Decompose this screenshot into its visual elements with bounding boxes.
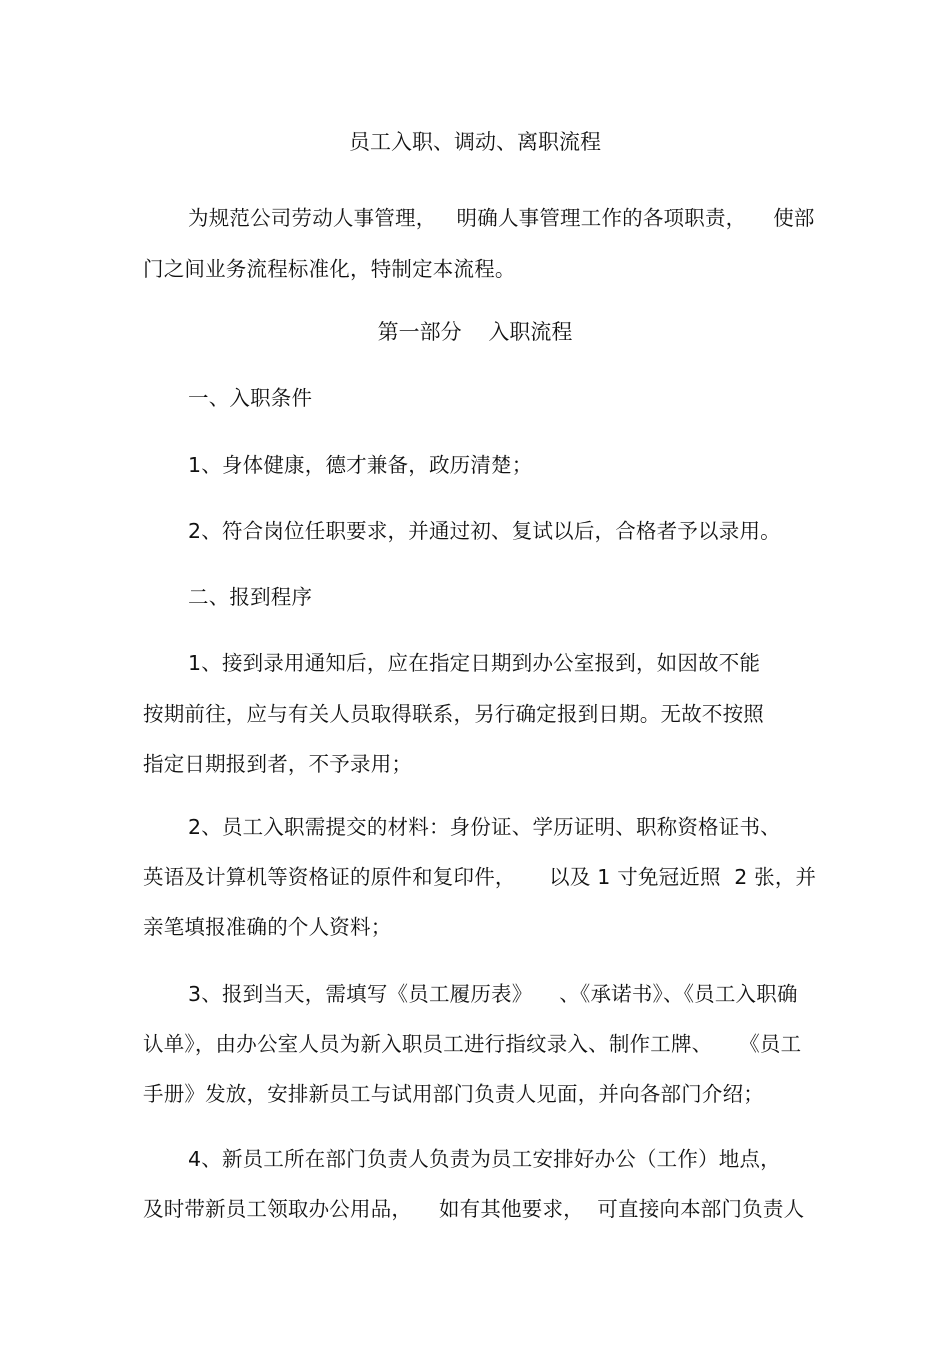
procedure-item-2-line-1: 2、员工入职需提交的材料：身份证、学历证明、职称资格证书、: [188, 815, 781, 839]
procedure-item-1-line-1: 1、接到录用通知后，应在指定日期到办公室报到，如因故不能: [188, 651, 761, 675]
procedure-item-3-line-3: 手册》发放，安排新员工与试用部门负责人见面，并向各部门介绍；: [143, 1082, 764, 1106]
procedure-item-4-line-1: 4、新员工所在部门负责人负责为员工安排好办公（工作）地点，: [188, 1147, 781, 1171]
procedure-item-1-line-2: 按期前往，应与有关人员取得联系，另行确定报到日期。无故不按照: [143, 702, 764, 726]
part-title: 第一部分 入职流程: [377, 320, 573, 344]
procedure-item-4-line-2: 及时带新员工领取办公用品， 如有其他要求， 可直接向本部门负责人: [143, 1197, 805, 1221]
procedure-item-2-line-3: 亲笔填报准确的个人资料；: [143, 915, 392, 939]
section-heading-report-procedure: 二、报到程序: [188, 585, 313, 609]
intro-line-1: 为规范公司劳动人事管理， 明确人事管理工作的各项职责， 使部: [188, 206, 815, 230]
document-title: 员工入职、调动、离职流程: [349, 130, 601, 154]
intro-line-2: 门之间业务流程标准化，特制定本流程。: [143, 257, 516, 281]
section-heading-entry-conditions: 一、入职条件: [188, 386, 313, 410]
procedure-item-3-line-1: 3、报到当天，需填写《员工履历表》 、《承诺书》、《员工入职确: [188, 982, 798, 1006]
procedure-item-1-line-3: 指定日期报到者，不予录用；: [143, 752, 413, 776]
procedure-item-3-line-2: 认单》，由办公室人员为新入职员工进行指纹录入、制作工牌、 《员工: [143, 1032, 802, 1056]
condition-item-1: 1、身体健康，德才兼备，政历清楚；: [188, 453, 533, 477]
procedure-item-2-line-2: 英语及计算机等资格证的原件和复印件， 以及 1 寸免冠近照 2 张，并: [143, 865, 817, 889]
condition-item-2: 2、符合岗位任职要求，并通过初、复试以后，合格者予以录用。: [188, 519, 781, 543]
